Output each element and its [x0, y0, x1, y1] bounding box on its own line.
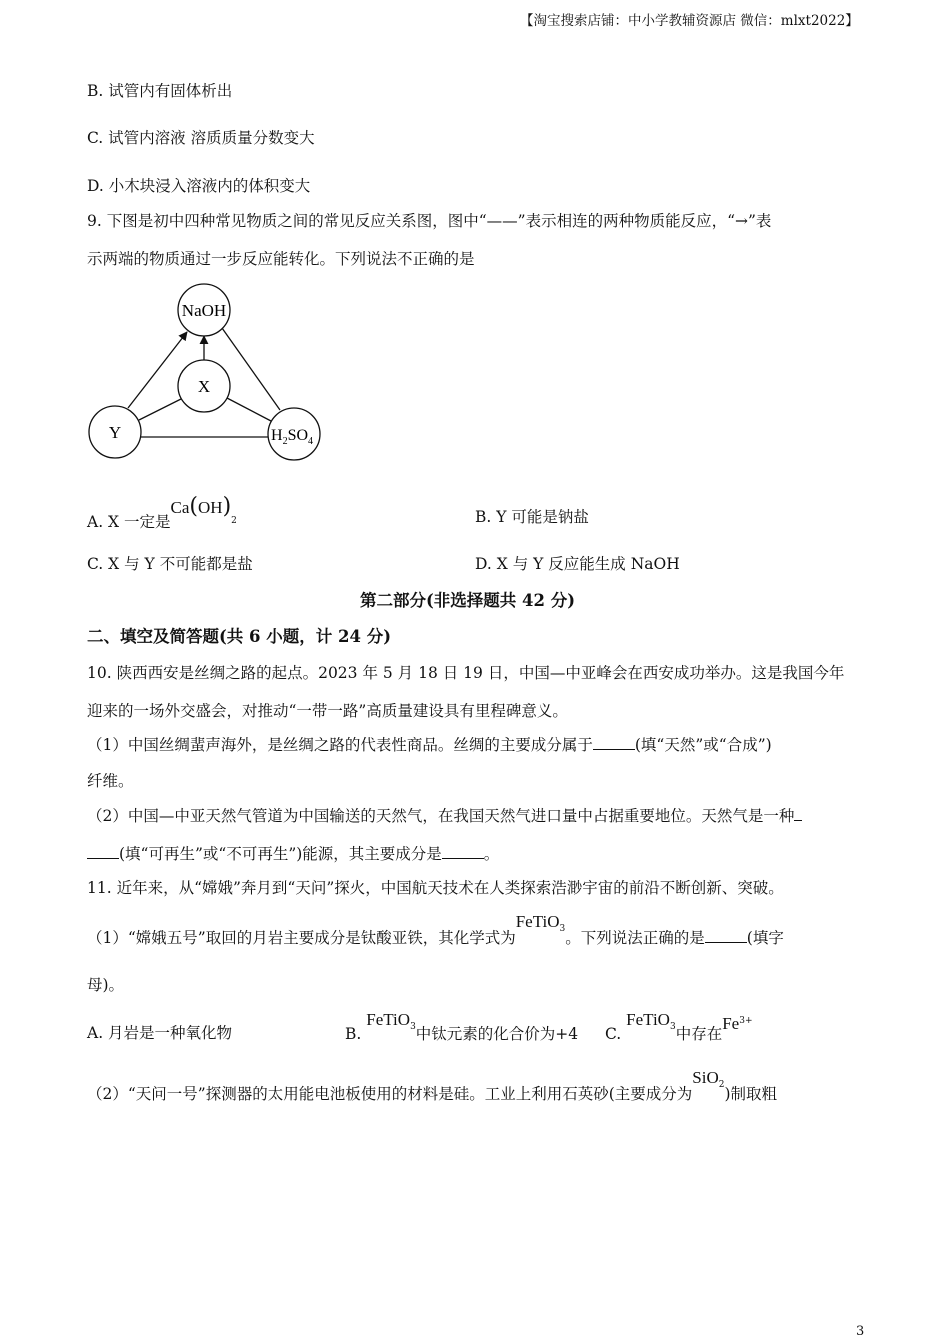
q11-option-a: A. 月岩是一种氧化物 [87, 1024, 233, 1042]
q10-part2 [87, 807, 802, 826]
q11-part1-blank[interactable] [705, 942, 747, 943]
formula-oh: OH [198, 498, 223, 517]
q11-part1-text-c: (填字 [746, 929, 784, 947]
q9-stem-line1: 9. 下图是初中四种常见物质之间的常见反应关系图，图中“——”表示相连的两种物质能反应，“→”表 [87, 212, 772, 230]
q10-part1 [87, 736, 772, 755]
q10-part2-text-b: (填“可再生”或“不可再生”)能源，其主要成分是 [119, 845, 442, 863]
line-y-naoh-arrow [128, 332, 187, 408]
page-number: 3 [856, 1324, 865, 1339]
q11-option-c-mid: 中存在 [675, 1025, 723, 1043]
q10-part1-blank[interactable] [593, 749, 635, 750]
q11-part2-text-a: （2）“天问一号”探测器的太用能电池板使用的材料是硅。工业上利用石英砂(主要成分为 [87, 1085, 693, 1103]
q11-option-c-prefix: C. [605, 1025, 622, 1043]
node-naoh-label: NaOH [181, 301, 227, 320]
q11-line1: 11. 近年来，从“嫦娥”奔月到“天问”探火，中国航天技术在人类探索浩渺宇宙的前沿不断创新、突破。 [87, 879, 784, 897]
q10-line2: 迎来的一场外交盛会，对推动“一带一路”高质量建设具有里程碑意义。 [87, 702, 568, 720]
q11-part2-text-b: )制取粗 [724, 1085, 778, 1103]
q9-option-b: B. Y 可能是钠盐 [475, 508, 589, 526]
q10-part1-text-b: (填“天然”或“合成”) [634, 736, 772, 754]
q11-part1-text-a: （1）“嫦娥五号”取回的月岩主要成分是钛酸亚铁，其化学式为 [87, 929, 516, 947]
q9-option-a-prefix: A. X 一定是 [87, 513, 171, 531]
node-y-label: Y [108, 423, 122, 442]
q9-option-d: D. X 与 Y 反应能生成 NaOH [475, 555, 680, 573]
formula-sub-3: 3 [559, 924, 566, 934]
q10-part1-cont: 纤维。 [87, 772, 134, 790]
q11-part1-text-b: 。下列说法正确的是 [565, 929, 705, 947]
q11-option-b [345, 1010, 579, 1043]
node-h2so4-label: $H_2SO_4$ [271, 427, 314, 447]
line-naoh-h2so4 [222, 328, 280, 410]
q11-option-b-suffix: 中钛元素的化合价为+4 [415, 1025, 579, 1043]
q10-line1: 10. 陕西西安是丝绸之路的起点。2023 年 5 月 18 日 19 日，中国—中亚峰会在西安成功举办。这是我国今年 [87, 664, 845, 682]
formula-sub-3-c: 3 [669, 1022, 676, 1032]
q9-stem-line2: 示两端的物质通过一步反应能转化。下列说法不正确的是 [87, 250, 475, 268]
q10-part2-blank2[interactable] [442, 858, 484, 859]
q10-part1-text-a: （1）中国丝绸蜚声海外，是丝绸之路的代表性商品。丝绸的主要成分属于 [87, 736, 593, 754]
q11-part1-cont: 母)。 [87, 976, 125, 994]
formula-sio2: SiO [692, 1068, 719, 1087]
q10-part2-cont [87, 845, 499, 864]
formula-sub-2-sio2: 2 [718, 1080, 725, 1090]
q11-option-b-prefix: B. [345, 1025, 362, 1043]
q8-option-b: B. 试管内有固体析出 [87, 82, 233, 100]
formula-ca: Ca [170, 498, 190, 517]
q10-part2-text-c: 。 [483, 845, 500, 863]
q9-option-c: C. X 与 Y 不可能都是盐 [87, 555, 253, 573]
line-x-h2so4 [227, 398, 271, 421]
q11-option-c [605, 1010, 753, 1043]
formula-fetio3-c: FeTiO [626, 1010, 670, 1029]
q11-part1 [87, 912, 784, 947]
formula-fe: Fe [722, 1014, 740, 1033]
q10-part2-blank1[interactable] [87, 858, 119, 859]
reaction-diagram [80, 280, 340, 470]
formula-fe-charge: 3+ [739, 1016, 753, 1026]
section2-title: 二、填空及简答题(共 6 小题，计 24 分) [87, 627, 392, 646]
line-y-x [139, 399, 181, 420]
node-x-label: X [197, 377, 211, 396]
part2-title: 第二部分(非选择题共 42 分) [360, 591, 576, 610]
formula-fetio3-b: FeTiO [366, 1010, 411, 1029]
q8-option-d: D. 小木块浸入溶液内的体积变大 [87, 177, 311, 195]
q8-option-c: C. 试管内溶液 溶质质量分数变大 [87, 129, 315, 147]
q9-option-a: A. X 一定是$Ca(OH)_2$ [87, 494, 237, 531]
page-header: 【淘宝搜索店铺：中小学教辅资源店 微信：mlxt2022】 [520, 13, 859, 29]
q10-part2-text-a: （2）中国—中亚天然气管道为中国输送的天然气，在我国天然气进口量中占据重要地位。天然气是一种 [87, 807, 795, 825]
formula-sub-2: 2 [231, 516, 237, 526]
q10-part2-blank1-start[interactable] [794, 820, 802, 821]
formula-sub-3-b: 3 [410, 1022, 416, 1032]
q11-part2 [87, 1068, 778, 1103]
formula-fetio3: FeTiO [515, 912, 560, 931]
